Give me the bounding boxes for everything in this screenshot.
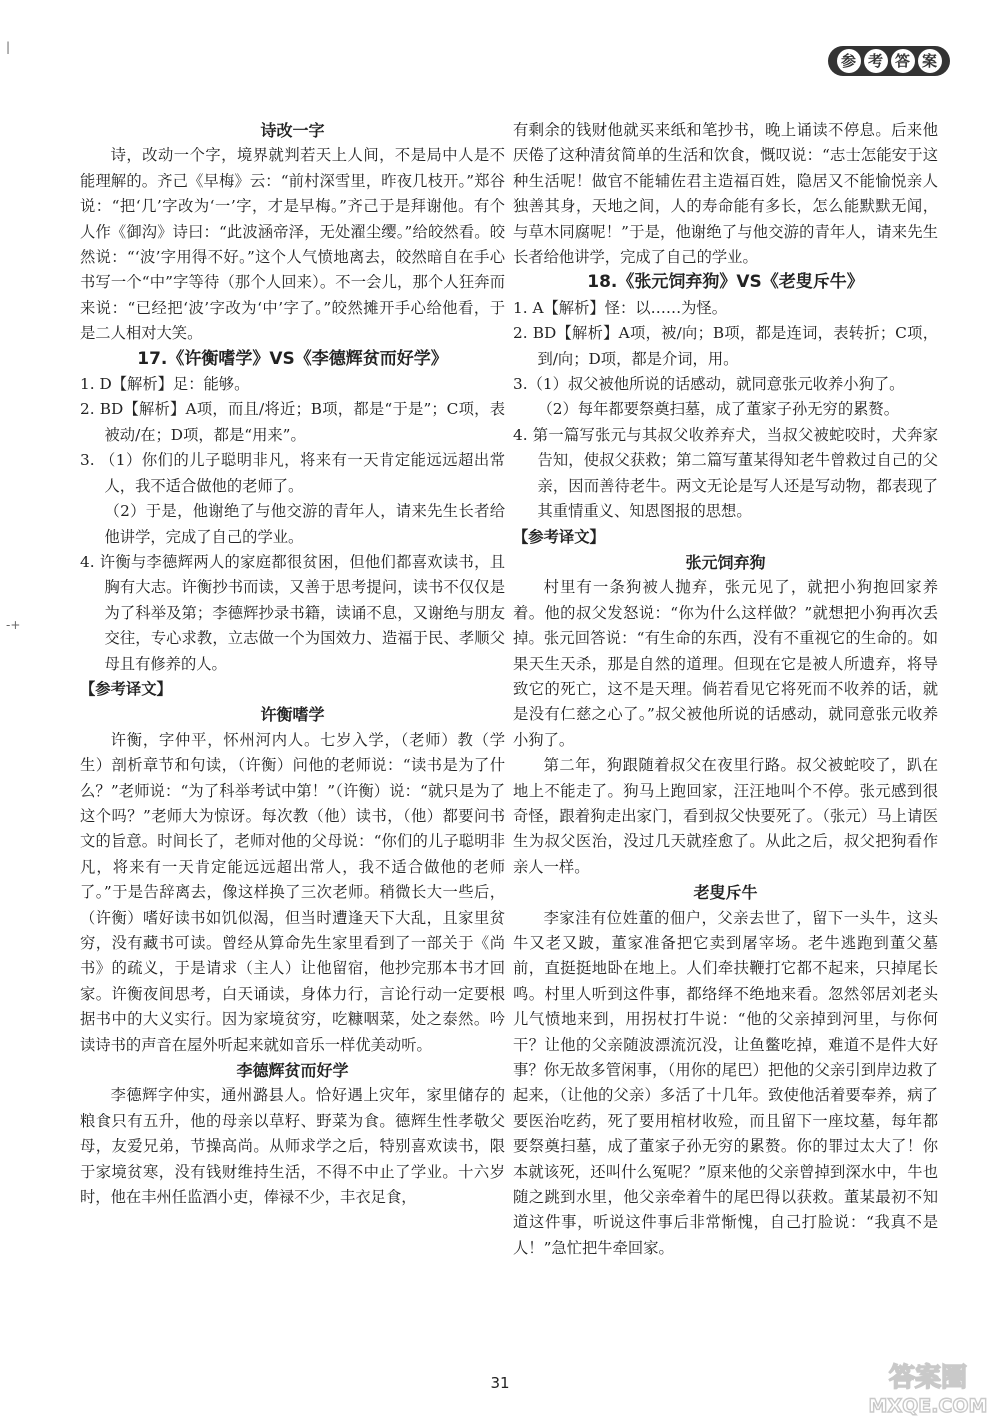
right-column [513, 118, 938, 1261]
story-body: 第二年，狗跟随着叔父在夜里行路。叔父被蛇咬了，趴在地上不能走了。狗马上跑回家，汪汪地叫个不停。张元感到很奇怪，跟着狗走出家门，看到叔父快要死了。（张元）马上请医生为叔父医治，没过几天就痊愈了。从此之后，叔父把狗看作亲人一样。 [513, 756, 938, 876]
badge-char: 案 [918, 49, 942, 73]
section-18-title: 18.《张元饲弃狗》VS《老叟斥牛》 [587, 272, 864, 293]
left-column [80, 118, 505, 1210]
badge-char: 考 [864, 49, 888, 73]
story-body: 李德辉字仲实，通州潞县人。恰好遇上灾年，家里储存的粮食只有五升，他的母亲以草籽、野菜为食。德辉生性孝敬父母，友爱兄弟，节操高尚。从师求学之后，特别喜欢读书，限于家境贫寒，没有钱财维持生活，不得不中止了学业。十六岁时，他在丰州任监酒小吏，俸禄不少，丰衣足食， [80, 1086, 505, 1207]
site-watermark-logo [868, 1356, 988, 1418]
answer-item: 4. 许衡与李德辉两人的家庭都很贫困，但他们都喜欢读书，且胸有大志。许衡抄书而读，又善于思考提问，读书不仅仅是为了科举及第；李德辉抄录书籍，读诵不息，又谢绝与朋友交往，专心求教，立志做一个为国效力、造福于民、孝顺父母且有修养的人。 [80, 552, 505, 673]
story-title: 诗改一字 [260, 121, 325, 140]
story-body: 李家洼有位姓董的佃户，父亲去世了，留下一头牛，这头牛又老又跛，董家准备把它卖到屠宰场。老牛逃跑到董父墓前，直挺挺地卧在地上。人们牵扶鞭打它都不起来，只掉尾长鸣。村里人听到这件事，都络绎不绝地来看。忽然邻居刘老头儿气愤地来到，用拐杖打牛说：“他的父亲掉到河里，与你何干？让他的父亲随波漂流沉没，让鱼鳖吃掉，难道不是件大好事？你无故多管闲事，（用你的尾巴）把他的父亲引到岸边救了起来，（让他的父亲）多活了十几年。致使他活着要奉养，病了要医治吃药，死了要用棺材收殓，而且留下一座坟墓，每年都要祭奠扫墓，成了董家子孙无穷的累赘。你的罪过太大了！你本就该死，还叫什么冤呢？”原来他的父亲曾掉到深水中，牛也随之跳到水里，他父亲牵着牛的尾巴得以获救。董某最初不知道这件事，听说这件事后非常惭愧，自己打脸说：“我真不是人！”急忙把牛牵回家。 [513, 908, 938, 1257]
story-body: 村里有一条狗被人抛弃，张元见了，就把小狗抱回家养着。他的叔父发怒说：“你为什么这样做？”就想把小狗再次丢掉。张元回答说：“有生命的东西，没有不重视它的生命的。如果天生天杀，那是自然的道理。但现在它是被人所遗弃，将导致它的死亡，这不是天理。倘若看见它将死而不收养的话，就是没有仁慈之心了。”叔父被他所说的话感动，就同意张元收养小狗了。 [513, 578, 938, 749]
section-17-title: 17.《许衡嗜学》VS《李德辉贫而好学》 [137, 348, 448, 369]
story-body: 许衡，字仲平，怀州河内人。七岁入学，（老师）教（学生）剖析章节和句读，（许衡）问他的老师说：“读书是为了什么？”老师说：“为了科举考试中第！”（许衡）说：“就只是为了这个吗？”老师大为惊讶。每次教（他）读书，（他）都要问书文的旨意。时间长了，老师对他的父母说：“你们的儿子聪明非凡，将来有一天肯定能远远超出常人，我不适合做他的老师了。”于是告辞离去，像这样换了三次老师。稍微长大一些后，（许衡）嗜好读书如饥似渴，但当时遭逢天下大乱，且家里贫穷，没有藏书可读。曾经从算命先生家里看到了一部关于《尚书》的疏义，于是请求（主人）让他留宿，他抄完那本书才回家。许衡夜间思考，白天诵读，身体力行，言论行动一定要根据书中的大义实行。因为家境贫穷，吃糠咽菜，处之泰然。吟读诗书的声音在屋外听起来就如音乐一样优美动听。 [80, 730, 505, 1054]
answer-item: （2）每年都要祭奠扫墓，成了董家子孙无穷的累赘。 [537, 400, 900, 419]
badge-char: 参 [837, 49, 861, 73]
reference-translation-label: 【参考译文】 [513, 527, 605, 546]
watermark-text: 答案圈 [888, 1363, 968, 1393]
story-body: 诗，改动一个字，境界就判若天上人间，不是局中人是不能理解的。齐己《早梅》云：“前村深雪里，昨夜几枝开。”郑谷说：“把‘几’字改为‘一’字，才是早梅。”齐己于是拜谢他。有个人作《御沟》诗曰：“此波涵帝泽，无处濯尘缨。”给皎然看。皎然说：“‘波’字用得不好。”这个人气愤地离去，皎然暗自在手心书写一个“中”字等待（那个人回来）。不一会儿，那个人狂奔而来说：“已经把‘波’字改为‘中’字了。”皎然摊开手心给他看，于是二人相对大笑。 [80, 146, 505, 343]
answer-item: 2. BD【解析】A项，被/向；B项，都是连词，表转折；C项，到/向；D项，都是介词，用。 [513, 324, 938, 368]
badge-char: 答 [891, 49, 915, 73]
answer-item: 3.（1）叔父被他所说的话感动，就同意张元收养小狗了。 [513, 375, 905, 394]
story-title: 许衡嗜学 [260, 705, 325, 725]
answer-item: 4. 第一篇写张元与其叔父收养弃犬，当叔父被蛇咬时，犬奔家告知，使叔父获救；第二篇写董某得知老牛曾救过自己的父亲，因而善待老牛。两文无论是写人还是写动物，都表现了其重情重义、知恩图报的思想。 [513, 425, 938, 521]
answer-item: 3. （1）你们的儿子聪明非凡，将来有一天肯定能远远超出常人，我不适合做他的老师了。 [80, 451, 505, 495]
answer-key-badge [828, 46, 950, 76]
reference-translation-label: 【参考译文】 [80, 679, 172, 698]
answer-item: 2. BD【解析】A项，而且/将近；B项，都是“于是”；C项，表被动/在；D项，都是“用来”。 [80, 400, 505, 444]
margin-crop-mark: -+ [6, 618, 21, 632]
story-title: 老叟斥牛 [693, 883, 758, 903]
page-number: 31 [490, 1374, 510, 1392]
story-title: 张元饲弃狗 [685, 552, 766, 572]
answer-item: （2）于是，他谢绝了与他交游的青年人，请来先生长者给他讲学，完成了自己的学业。 [104, 502, 505, 546]
watermark-url: MXQE.COM [868, 1395, 988, 1417]
answer-item: 1. A【解析】怪：以……为怪。 [513, 298, 728, 317]
answer-item: 1. D【解析】足：能够。 [80, 375, 250, 394]
story-title: 李德辉贫而好学 [236, 1061, 349, 1081]
story-body-continued: 有剩余的钱财他就买来纸和笔抄书，晚上诵读不停息。后来他厌倦了这种清贫简单的生活和饮食，慨叹说：“志士怎能安于这种生活呢！做官不能辅佐君主造福百姓，隐居又不能愉悦亲人独善其身，天地之间，人的寿命能有多长，怎么能默默无闻，与草木同腐呢！”于是，他谢绝了与他交游的青年人，请来先生长者给他讲学，完成了自己的学业。 [513, 121, 938, 267]
margin-tick: | [6, 40, 11, 54]
